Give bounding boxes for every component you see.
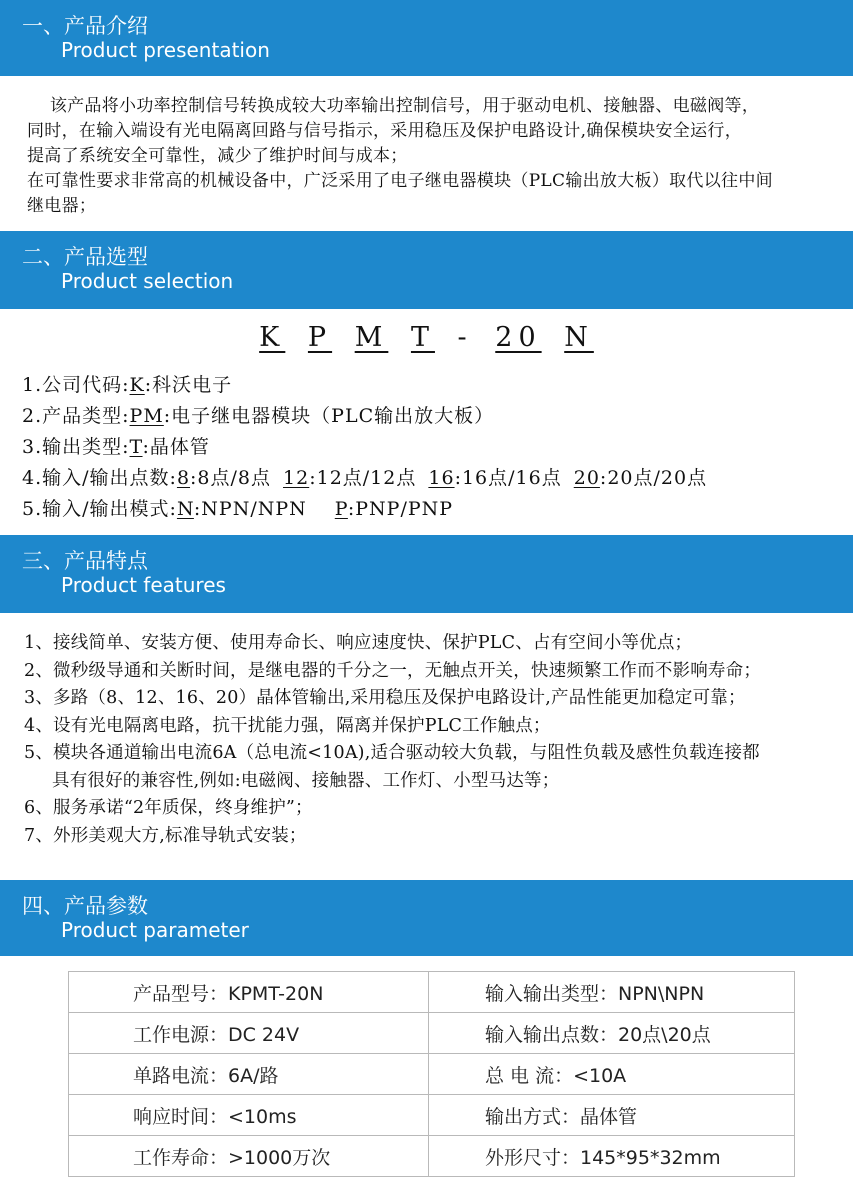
- feature-item: 4、设有光电隔离电路，抗干扰能力强，隔离并保护PLC工作触点；: [24, 715, 551, 736]
- section-title-cn: 一、产品介绍: [22, 14, 148, 38]
- feature-item-continued: 具有很好的兼容性,例如:电磁阀、接触器、工作灯、小型马达等；: [52, 770, 560, 791]
- selection-code: 20: [573, 467, 600, 489]
- model-code-dash: -: [457, 322, 473, 353]
- intro-line: 提高了系统安全可靠性，减少了维护时间与成本；: [27, 146, 408, 166]
- parameter-table: [68, 971, 795, 1177]
- feature-item: 7、外形美观大方,标准导轨式安装；: [24, 825, 307, 846]
- table-row: [69, 972, 795, 1013]
- param-cell: 响应时间：<10ms: [69, 1095, 429, 1136]
- model-code: [0, 322, 853, 353]
- section-title-en: Product presentation: [61, 38, 270, 62]
- intro-line: 该产品将小功率控制信号转换成较大功率输出控制信号，用于驱动电机、接触器、电磁阀等，: [27, 96, 760, 116]
- selection-text: :PNP/PNP: [347, 498, 454, 520]
- selection-item-points: [22, 463, 707, 494]
- intro-line: 同时，在输入端设有光电隔离回路与信号指示，采用稳压及保护电路设计,确保模块安全运行，: [27, 121, 743, 141]
- selection-code: 8: [176, 467, 191, 489]
- param-cell: 单路电流：6A/路: [69, 1054, 429, 1095]
- selection-text: :16点/16点: [454, 467, 562, 489]
- param-cell: 产品型号：KPMT-20N: [69, 972, 429, 1013]
- section-title-en: Product features: [61, 573, 226, 597]
- table-row: [69, 1095, 795, 1136]
- selection-code: 16: [428, 467, 455, 489]
- section-title-cn: 三、产品特点: [22, 549, 148, 573]
- selection-code: PM: [129, 405, 164, 427]
- param-cell: 总 电 流：<10A: [429, 1054, 795, 1095]
- section-title-en: Product parameter: [61, 918, 249, 942]
- selection-text: :20点/20点: [599, 467, 708, 489]
- intro-line: 在可靠性要求非常高的机械设备中，广泛采用了电子继电器模块（PLC输出放大板）取代以往中间: [27, 171, 773, 191]
- section-header-features: [0, 535, 853, 613]
- section-title-cn: 四、产品参数: [22, 894, 148, 918]
- feature-item: 1、接线简单、安装方便、使用寿命长、响应速度快、保护PLC、占有空间小等优点；: [24, 633, 693, 653]
- selection-code: 12: [283, 467, 310, 489]
- param-cell: 输出方式：晶体管: [429, 1095, 795, 1136]
- model-code-n: N: [564, 322, 594, 353]
- features-list: [24, 630, 761, 850]
- selection-code: P: [334, 498, 348, 520]
- section-header-selection: [0, 231, 853, 309]
- selection-text: :8点/8点: [190, 467, 272, 489]
- section-header-presentation: [0, 0, 853, 76]
- model-code-t: T: [410, 322, 435, 353]
- selection-label: 1.公司代码:: [22, 374, 130, 396]
- selection-label: 3.输出类型:: [22, 436, 130, 458]
- selection-label: 5.输入/输出模式:: [22, 498, 177, 520]
- table-row: [69, 1136, 795, 1177]
- selection-text: :科沃电子: [144, 374, 233, 396]
- selection-label: 2.产品类型:: [22, 405, 130, 427]
- param-cell: 输入输出类型：NPN\NPN: [429, 972, 795, 1013]
- selection-list: [22, 370, 707, 525]
- intro-paragraph: [27, 94, 842, 219]
- intro-line: 继电器；: [27, 196, 97, 216]
- selection-text: :12点/12点: [309, 467, 417, 489]
- selection-item-mode: [22, 494, 707, 525]
- section-title-en: Product selection: [61, 269, 234, 293]
- model-code-num: 20: [495, 322, 542, 353]
- model-code-m: M: [354, 322, 389, 353]
- selection-item-company: [22, 370, 707, 401]
- selection-code: K: [129, 374, 145, 396]
- param-cell: 工作寿命：>1000万次: [69, 1136, 429, 1177]
- param-cell: 输入输出点数：20点\20点: [429, 1013, 795, 1054]
- feature-item: 2、微秒级导通和关断时间，是继电器的千分之一，无触点开关，快速频繁工作而不影响寿命；: [24, 660, 762, 681]
- table-row: [69, 1054, 795, 1095]
- selection-item-output: [22, 432, 707, 463]
- selection-text: :晶体管: [142, 436, 210, 458]
- param-cell: 外形尺寸：145*95*32mm: [429, 1136, 795, 1177]
- section-header-parameter: [0, 880, 853, 956]
- selection-label: 4.输入/输出点数:: [22, 467, 177, 489]
- selection-item-type: [22, 401, 707, 432]
- selection-text: :电子继电器模块（PLC输出放大板）: [163, 405, 495, 427]
- param-cell: 工作电源：DC 24V: [69, 1013, 429, 1054]
- selection-text: :NPN/NPN: [193, 498, 307, 520]
- section-title-cn: 二、产品选型: [22, 245, 148, 269]
- selection-code: T: [129, 436, 143, 458]
- model-code-p: P: [307, 322, 333, 353]
- selection-code: N: [176, 498, 194, 520]
- table-row: [69, 1013, 795, 1054]
- feature-item: 5、模块各通道输出电流6A（总电流<10A),适合驱动较大负载，与阻性负载及感性负载连接都: [24, 743, 760, 763]
- feature-item: 6、服务承诺“2年质保，终身维护”；: [24, 798, 313, 818]
- model-code-k: K: [259, 322, 286, 353]
- feature-item: 3、多路（8、12、16、20）晶体管输出,采用稳压及保护电路设计,产品性能更加稳定可靠；: [24, 688, 746, 708]
